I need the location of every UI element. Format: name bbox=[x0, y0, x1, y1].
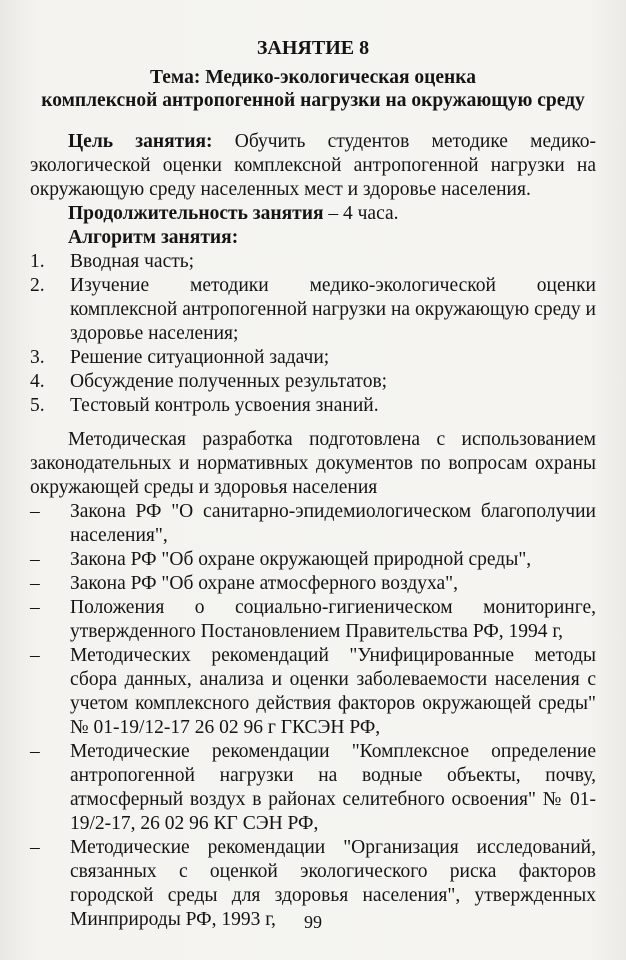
document-text: Методические рекомендации "Организация исследований, связанных с оценкой экологического риска факторов городской среды для здоровья населения", утвержденных Минприроды РФ, 1993 г, bbox=[70, 837, 596, 930]
duration-paragraph bbox=[30, 202, 596, 226]
list-item bbox=[30, 740, 596, 836]
list-item bbox=[30, 644, 596, 740]
document-text: Методических рекомендаций "Унифицированные методы сбора данных, анализа и оценки заболеваемости населения с учетом комплексного действия факторов окружающей среды" № 01-19/12-17 26 02 96 г ГКСЭН РФ, bbox=[70, 645, 596, 738]
dash-bullet: – bbox=[30, 597, 40, 618]
list-item bbox=[30, 500, 596, 548]
intro-paragraph: Методическая разработка подготовлена с использованием законодательных и нормативных документов по вопросам охраны окружающей среды и здоровья населения bbox=[30, 429, 596, 498]
goal-text: Обучить студентов методике медико-экологической оценки комплексной антропогенной нагрузки на окружающую среду населенных мест и здоровье населения. bbox=[30, 131, 596, 200]
dash-bullet: – bbox=[30, 837, 40, 858]
list-item bbox=[30, 250, 596, 274]
list-item bbox=[30, 572, 596, 596]
dash-bullet: – bbox=[30, 573, 40, 594]
topic-line-1: Тема: Медико-экологическая оценка bbox=[150, 67, 476, 88]
item-number: 5. bbox=[30, 395, 45, 416]
item-text: Изучение методики медико-экологической оценки комплексной антропогенной нагрузки на окружающую среду и здоровье населения; bbox=[70, 275, 596, 344]
lesson-title: ЗАНЯТИЕ 8 bbox=[256, 37, 370, 59]
item-number: 1. bbox=[30, 251, 45, 272]
list-item bbox=[30, 346, 596, 370]
documents-list bbox=[30, 500, 596, 932]
page-number: 99 bbox=[304, 912, 322, 932]
item-number: 3. bbox=[30, 347, 45, 368]
item-text: Обсуждение полученных результатов; bbox=[70, 371, 388, 392]
list-item bbox=[30, 548, 596, 572]
document-text: Положения о социально-гигиеническом мониторинге, утвержденного Постановлением Правительства РФ, 1994 г, bbox=[70, 597, 596, 642]
dash-bullet: – bbox=[30, 741, 40, 762]
duration-label: Продолжительность занятия bbox=[68, 203, 324, 224]
item-text: Решение ситуационной задачи; bbox=[70, 347, 330, 368]
item-number: 4. bbox=[30, 371, 45, 392]
document-body bbox=[30, 36, 596, 932]
document-text: Закона РФ "Об охране окружающей природной среды", bbox=[70, 549, 532, 570]
document-text: Методические рекомендации "Комплексное определение антропогенной нагрузки на водные объекты, почву, атмосферный воздух в районах селитебного освоения" № 01-19/2-17, 26 02 96 КГ СЭН РФ, bbox=[70, 741, 596, 834]
document-text: Закона РФ "Об охране атмосферного воздуха", bbox=[70, 573, 458, 594]
item-number: 2. bbox=[30, 275, 45, 296]
document-text: Закона РФ "О санитарно-эпидемиологическом благополучии населения", bbox=[70, 501, 596, 546]
dash-bullet: – bbox=[30, 645, 40, 666]
list-item bbox=[30, 394, 596, 418]
dash-bullet: – bbox=[30, 549, 40, 570]
list-item bbox=[30, 370, 596, 394]
algorithm-list bbox=[30, 250, 596, 418]
algorithm-heading: Алгоритм занятия: bbox=[68, 227, 239, 248]
goal-paragraph bbox=[30, 130, 596, 202]
item-text: Тестовый контроль усвоения знаний. bbox=[70, 395, 379, 416]
item-text: Вводная часть; bbox=[70, 251, 195, 272]
topic-line-2: комплексной антропогенной нагрузки на окружающую среду bbox=[41, 90, 585, 111]
list-item bbox=[30, 274, 596, 346]
duration-text: – 4 часа. bbox=[323, 203, 399, 224]
goal-label: Цель занятия: bbox=[68, 131, 213, 152]
list-item bbox=[30, 596, 596, 644]
dash-bullet: – bbox=[30, 501, 40, 522]
